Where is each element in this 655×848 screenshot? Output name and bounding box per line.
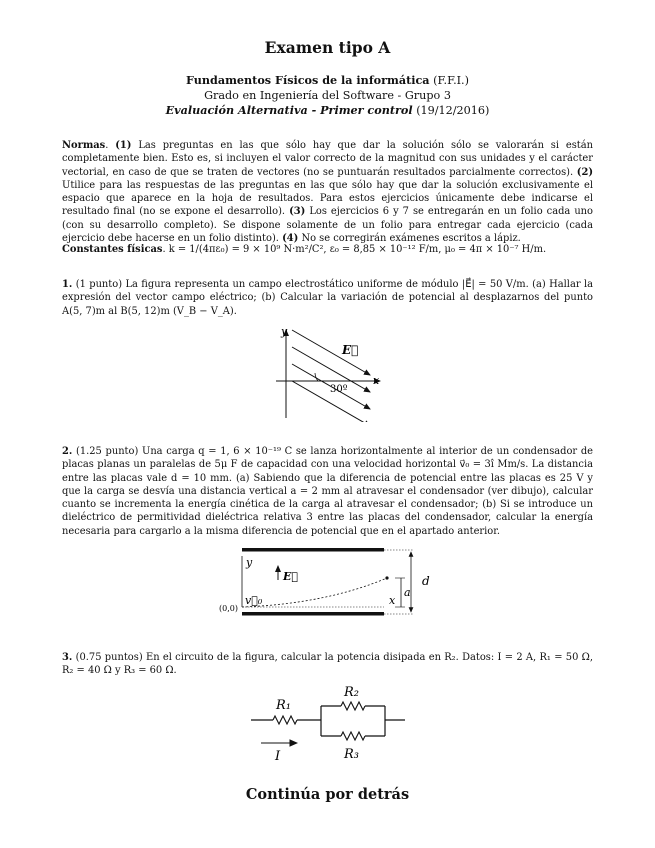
question-3-figure [245,680,415,766]
course-line [0,73,655,88]
normas-label: Normas [62,140,106,151]
d-label: d [422,574,430,588]
question-3-number: 3. [62,652,73,663]
question-1-number: 1. [62,279,73,290]
exam-title: Examen tipo A [264,38,391,57]
evaluation-type: Evaluación Alternativa - Primer control [165,103,413,117]
resistor-r3 [341,732,365,740]
resistor-r1 [273,716,297,724]
r2-label: R₂ [344,685,359,700]
norma-4-num: (4) [282,233,299,245]
field-label: E⃗ [283,570,298,583]
course-name: Fundamentos Físicos de la informática [186,73,430,87]
y-axis-label: y [281,325,288,338]
norma-4-text: No se corregirán exámenes escritos a lápiz. [301,233,521,245]
norma-2-num: (2) [576,166,593,178]
norma-3-text: Los ejercicios 6 y 7 se entregarán en un folio cada uno (con su desarrollo completo). Se dispone solamente de un folio para entregar cada ejercicio (cada ejercicio debe hacerse en un folio distinto). [62,206,593,245]
exam-date: (19/12/2016) [416,104,490,117]
norma-1-text: Las preguntas en las que sólo hay que dar la solución sólo se valorarán si están completamente bien. Esto es, si incluyen el valor correcto de la magnitud con sus unidades y el carácter vectorial, en caso de que se traten de vectores (no se puntuarán resultados parcialmente correctos). [62,140,594,178]
question-3-text: (0.75 puntos) En el circuito de la figura, calcular la potencia disipada en R₂. Datos: I = 2 A, R₁ = 50 Ω, R₂ = 40 Ω y R₃ = 60 Ω. [62,652,594,677]
current-label: I [275,749,281,764]
question-2-number: 2. [62,446,73,457]
constants-text: k = 1/(4πε₀) = 9 × 10⁹ N·m²/C², ε₀ = 8,85 × 10⁻¹² F/m, μ₀ = 4π × 10⁻⁷ H/m. [168,244,547,255]
evaluation-line [0,103,655,118]
constants-label: Constantes físicas [62,244,163,255]
question-1 [62,278,593,318]
normas-paragraph: Normas. (1) Las preguntas en las que sólo hay que dar la solución sólo se valorarán si están completamente bien. Esto es, si incluyen el valor correcto de la magnitud con sus unidades y el carácter vectorial, en caso de que se traten de vectores (no se puntuarán resultados parcialmente correctos). (2) Utilice para las respuestas de las preguntas en las que sólo hay que dar la solución exclusivamente el espacio que aparece en la hoja de resultados. Para estos ejercicios únicamente debe indicarse el resultado final (no se expone el desarrollo). (3) Los ejercicios 6 y 7 se entregarán en un folio cada uno (con su desarrollo completo). Se dispone solamente de un folio para entregar cada ejercicio (cada ejercicio debe hacerse en un folio distinto). (4) No se corregirán exámenes escritos a lápiz. [62,140,594,245]
question-1-figure [270,322,390,422]
x-axis-label: x [389,594,396,607]
norma-1-num: (1) [115,140,132,151]
norma-2-text: Utilice para las respuestas de las preguntas en las que sólo hay que dar la solución exclusivamente el espacio que aparece en la hoja de resultados. Para estos ejercicios únicamente debe indicarse el resultado final (no se expone el desarrollo). [62,179,593,218]
origin-label: (0,0) [219,604,238,613]
question-2 [62,445,593,538]
course-abbr: (F.F.I.) [433,74,469,87]
continue-footer: Continúa por detrás [245,786,410,803]
trajectory [242,578,387,607]
v0-label: v⃗₀ [245,594,263,607]
y-axis-label: y [246,556,253,569]
question-2-text: (1.25 punto) Una carga q = 1, 6 × 10⁻¹⁹ C se lanza horizontalmente al interior de un condensador de placas planas un paralelas de 5μ F de capacidad con una velocidad horizontal v⃗₀ = 3î Mm/s. La distancia entre las placas vale d = 10 mm. (a) Sabiendo que la diferencia de potencial entre las placas es 25 V y que la carga se desvía una distancia vertical a = 2 mm al atravesar el condensador (ver dibujo), calcular cuanto se incrementa la energía cinética de la carga al atravesar el condensador; (b) Si se introduce un dieléctrico de permitividad dieléctrica relativa 3 entre las placas del condensador, calcular la energía necesaria para cargarlo a la misma diferencia de potencial que en el apartado anterior. [62,446,593,537]
field-label: E⃗ [342,343,359,357]
bottom-plate [242,612,384,616]
angle-label: 30º [330,384,348,395]
charge-exit-point [385,576,388,579]
angle-arc [315,373,318,381]
degree-line: Grado en Ingeniería del Software - Grupo 3 [204,89,451,102]
question-3 [62,651,593,678]
question-2-figure [215,544,435,622]
resistor-r2 [341,702,365,710]
question-1-text: (1 punto) La figura representa un campo electrostático uniforme de módulo |E⃗| = 50 V/m. (a) Hallar la expresión del vector campo eléctrico; (b) Calcular la variación de potencial al desplazarnos del punto A(5, 7)m al B(5, 12)m (V_B − V_A). [62,279,594,317]
a-label: a [404,586,411,599]
top-plate [242,548,384,552]
r3-label: R₃ [344,747,359,762]
constants-line: Constantes físicas. k = 1/(4πε₀) = 9 × 10⁹ N·m²/C², ε₀ = 8,85 × 10⁻¹² F/m, μ₀ = 4π × 10⁻⁷ H/m. [62,244,547,255]
x-axis-label: x [373,374,380,387]
r1-label: R₁ [276,698,291,713]
norma-3-num: (3) [289,206,306,218]
